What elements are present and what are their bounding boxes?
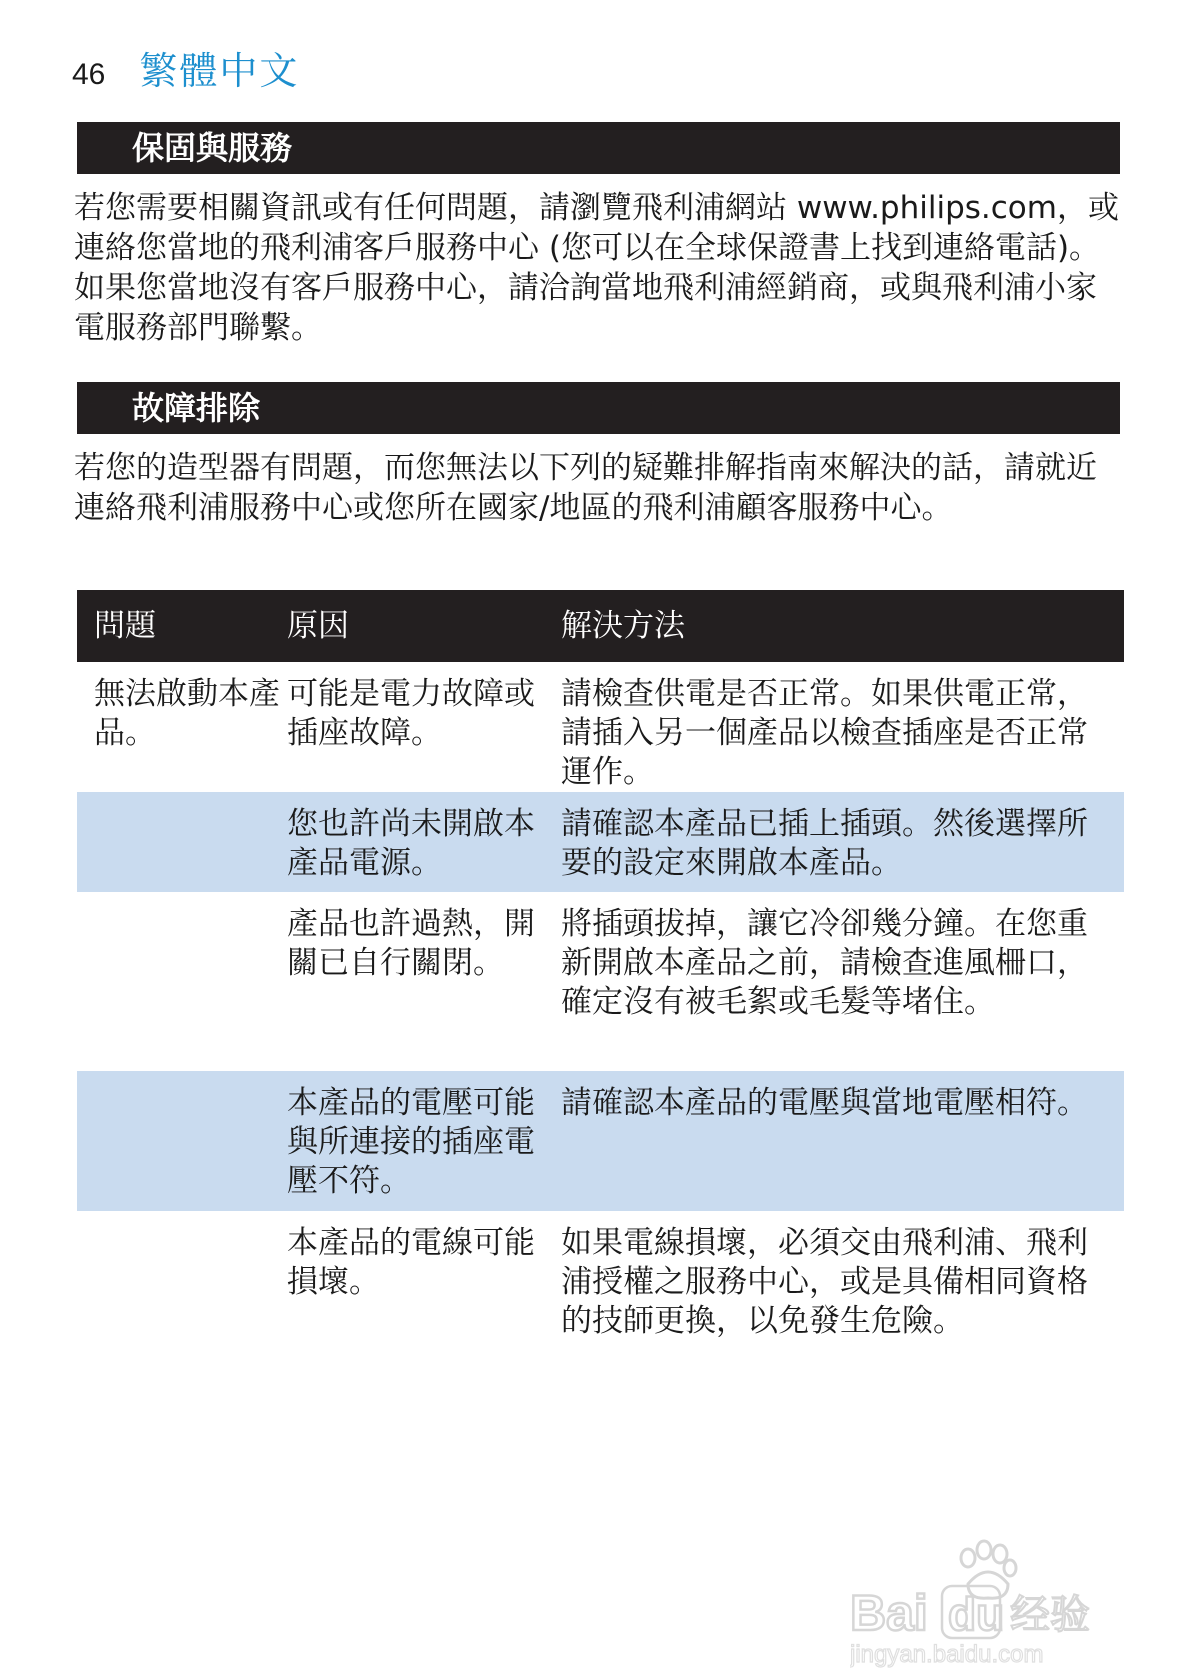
- troubleshooting-paragraph: 若您的造型器有問題，而您無法以下列的疑難排解指南來解決的話，請就近連絡飛利浦服務中心或您所在國家/地區的飛利浦顧客服務中心。: [74, 450, 1097, 526]
- page-header: [72, 40, 299, 92]
- svg-text:经验: 经验: [1010, 1592, 1090, 1638]
- cell-problem: [77, 792, 283, 892]
- section-title-warranty: 保固與服務: [77, 122, 1120, 174]
- cell-solution: 請檢查供電是否正常。如果供電正常，請插入另一個產品以檢查插座是否正常運作。: [561, 676, 1088, 790]
- table-row: [77, 662, 1124, 792]
- page-number: 46: [72, 58, 106, 91]
- cell-cause: 產品也許過熱，開關已自行關閉。: [287, 906, 535, 981]
- header-solution: 解決方法: [555, 590, 1124, 662]
- cell-problem: [77, 892, 283, 1071]
- cell-cause: 可能是電力故障或插座故障。: [287, 676, 535, 751]
- section-title-troubleshooting: 故障排除: [77, 382, 1120, 434]
- svg-text:Bai: Bai: [850, 1585, 928, 1641]
- svg-text:jingyan.baidu.com: jingyan.baidu.com: [850, 1641, 1044, 1668]
- table-row: [77, 1071, 1124, 1211]
- troubleshooting-table: [77, 590, 1124, 1394]
- table-row: [77, 892, 1124, 1071]
- cell-solution: 請確認本產品的電壓與當地電壓相符。: [555, 1071, 1124, 1211]
- language-heading: 繁體中文: [139, 49, 300, 93]
- cell-solution: 將插頭拔掉，讓它冷卻幾分鐘。在您重新開啟本產品之前，請檢查進風柵口，確定沒有被毛絮或毛髮等堵住。: [561, 906, 1088, 1020]
- cell-solution: 如果電線損壞，必須交由飛利浦、飛利浦授權之服務中心，或是具備相同資格的技師更換，以免發生危險。: [561, 1225, 1088, 1339]
- cell-cause: 您也許尚未開啟本產品電源。: [283, 792, 555, 892]
- header-cause: 原因: [283, 590, 555, 662]
- warranty-paragraph: 若您需要相關資訊或有任何問題，請瀏覽飛利浦網站 www.philips.com，或連絡您當地的飛利浦客戶服務中心 (您可以在全球保證書上找到連絡電話)。如果您當地沒有客戶服務中心，請洽詢當地飛利浦經銷商，或與飛利浦小家電服務部門聯繫。: [74, 190, 1119, 346]
- cell-cause: 本產品的電線可能損壞。: [287, 1225, 535, 1300]
- cell-problem: 無法啟動本產品。: [94, 676, 280, 751]
- table-row: [77, 792, 1124, 892]
- cell-problem: [77, 1211, 283, 1394]
- table-row: [77, 1211, 1124, 1394]
- cell-solution: 請確認本產品已插上插頭。然後選擇所要的設定來開啟本產品。: [555, 792, 1124, 892]
- baidu-watermark-logo: [850, 1520, 1150, 1670]
- table-header-row: [77, 590, 1124, 662]
- header-problem: 問題: [77, 590, 283, 662]
- svg-text:du: du: [948, 1588, 1005, 1640]
- cell-cause: 本產品的電壓可能與所連接的插座電壓不符。: [283, 1071, 555, 1211]
- cell-problem: [77, 1071, 283, 1211]
